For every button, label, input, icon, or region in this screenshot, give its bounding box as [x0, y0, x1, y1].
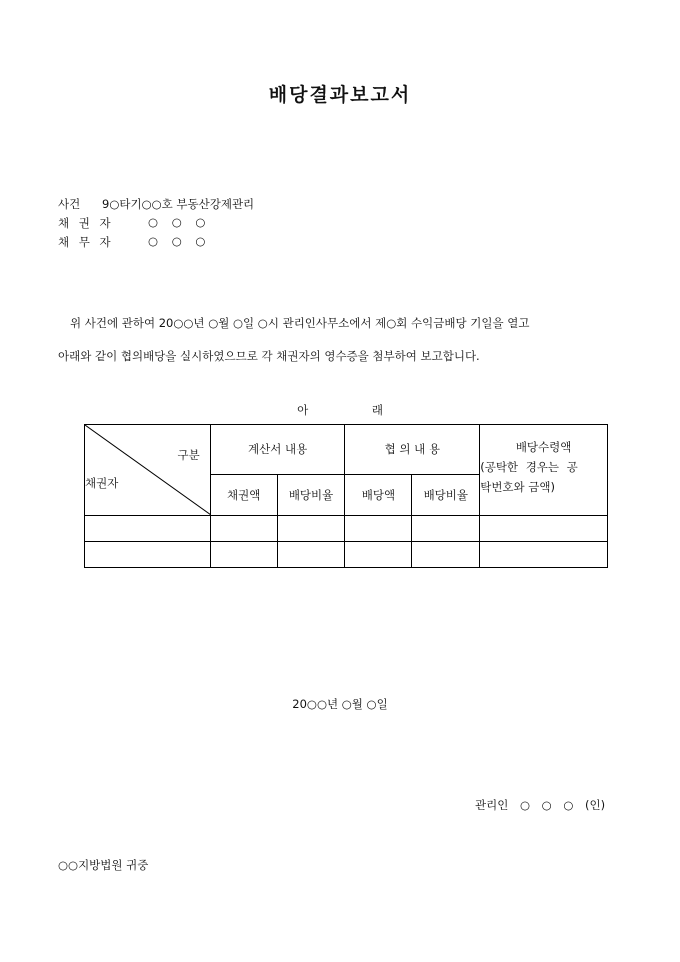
table-cell[interactable] — [345, 516, 412, 542]
table-cell[interactable] — [210, 542, 277, 568]
table-cell[interactable] — [277, 516, 345, 542]
table-cell[interactable] — [412, 516, 480, 542]
calc-group-header: 계산서 내용 — [210, 425, 345, 475]
report-date: 20○○년 ○월 ○일 — [292, 697, 388, 711]
body-line-2: 아래와 같이 협의배당을 실시하였으므로 각 채권자의 영수증을 첨부하여 보고합니다. — [58, 349, 480, 363]
table-row — [85, 516, 608, 542]
table-cell[interactable] — [480, 542, 608, 568]
receipt-line-1: 배당수령액 — [515, 440, 572, 454]
case-value: 9○타기○○호 부동산강제관리 — [102, 197, 255, 211]
table-cell[interactable] — [85, 516, 211, 542]
header-category: 구분 — [177, 448, 200, 462]
debtor-label: 채 무 자 — [58, 235, 111, 249]
receipt-line-3: 탁번호와 금액) — [480, 480, 556, 494]
debtor-value: ○ ○ ○ — [148, 234, 206, 248]
col-dividend: 배당액 — [345, 474, 412, 515]
receipt-header — [480, 425, 608, 516]
case-row — [58, 196, 254, 212]
creditor-row — [58, 215, 205, 231]
table-cell[interactable] — [210, 516, 277, 542]
col-claim: 채권액 — [210, 474, 277, 515]
diagonal-line — [85, 425, 211, 515]
below-heading: 아 래 — [297, 403, 383, 417]
diagonal-header-cell — [85, 425, 211, 516]
table-cell[interactable] — [85, 542, 211, 568]
case-label: 사건 — [58, 197, 81, 211]
table-cell[interactable] — [277, 542, 345, 568]
agree-group-header: 협 의 내 용 — [345, 425, 480, 475]
header-creditor: 채권자 — [85, 476, 119, 490]
table-cell[interactable] — [480, 516, 608, 542]
table-cell[interactable] — [412, 542, 480, 568]
creditor-label: 채 권 자 — [58, 216, 111, 230]
document-title: 배당결과보고서 — [268, 84, 412, 106]
body-line-1: 위 사건에 관하여 20○○년 ○월 ○일 ○시 관리인사무소에서 제○회 수익금배당 기일을 열고 — [70, 316, 530, 330]
court-addressee: ○○지방법원 귀중 — [58, 858, 149, 872]
table-cell[interactable] — [345, 542, 412, 568]
table-row — [85, 542, 608, 568]
creditor-value: ○ ○ ○ — [148, 215, 206, 229]
receipt-line-2: (공탁한 경우는 공 — [480, 460, 578, 474]
col-ratio2: 배당비율 — [412, 474, 480, 515]
dividend-table — [84, 424, 608, 568]
col-ratio: 배당비율 — [277, 474, 345, 515]
signature-line: 관리인 ○ ○ ○ (인) — [475, 798, 606, 812]
debtor-row — [58, 234, 205, 250]
